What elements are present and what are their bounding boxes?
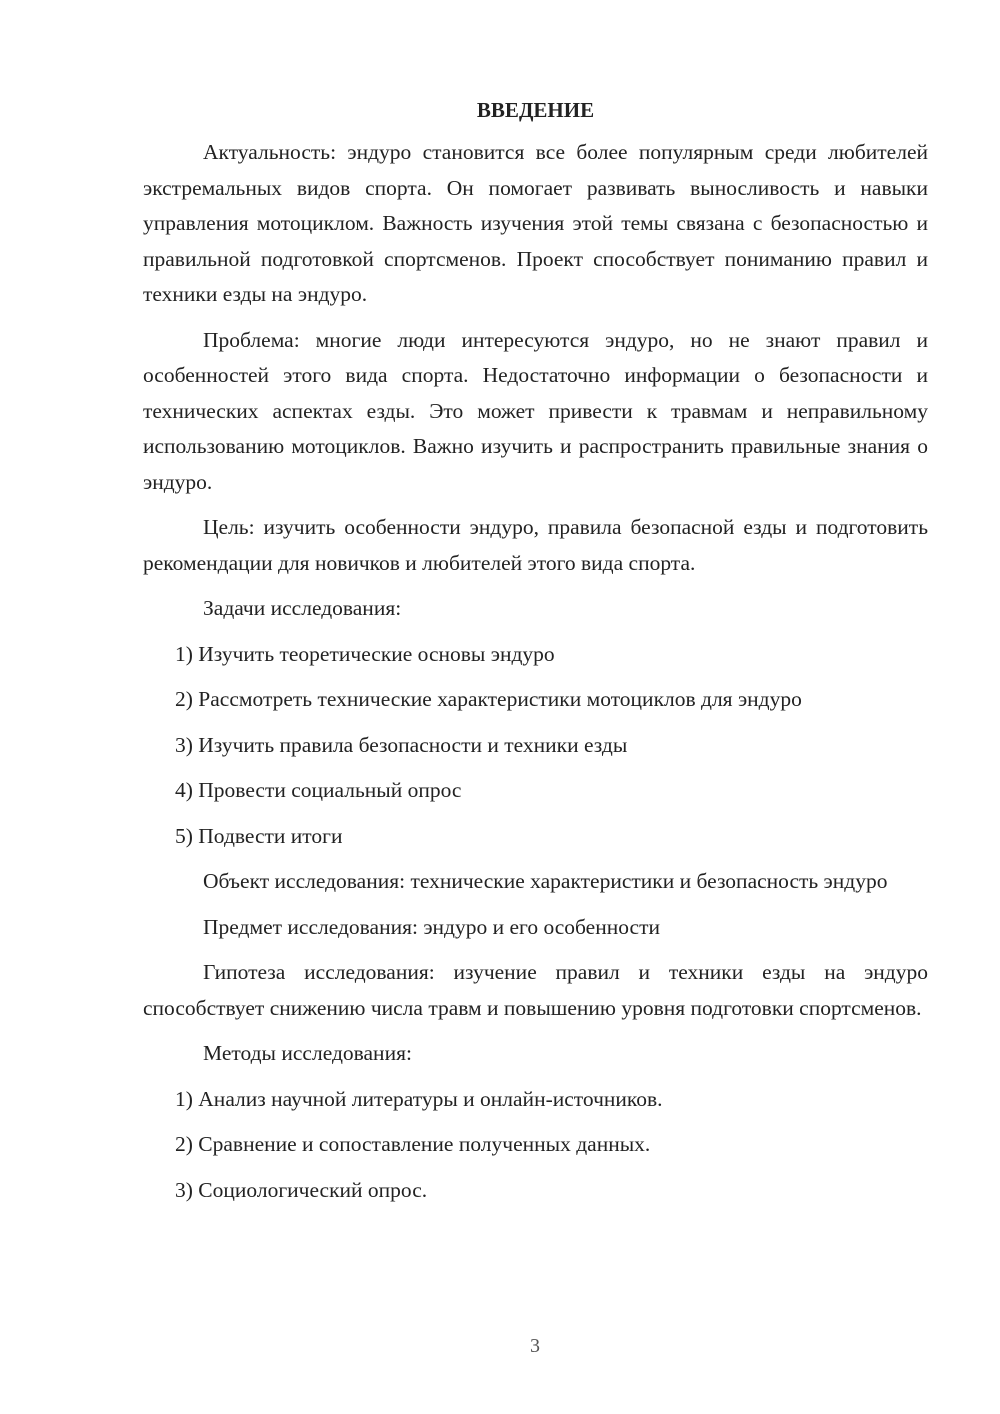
hypothesis-paragraph: Гипотеза исследования: изучение правил и техники езды на эндуро способствует снижению числа травм и повышению уровня подготовки спортсменов. xyxy=(143,960,928,1020)
page-title: ВВЕДЕНИЕ xyxy=(476,98,595,122)
task-item: 4) Провести социальный опрос xyxy=(175,778,462,802)
method-item: 3) Социологический опрос. xyxy=(175,1177,428,1202)
task-item: 2) Рассмотреть технические характеристики мотоциклов для эндуро xyxy=(175,687,802,711)
object-paragraph: Объект исследования: технические характеристики и безопасность эндуро xyxy=(203,869,888,893)
method-item: 1) Анализ научной литературы и онлайн-источников. xyxy=(175,1086,663,1111)
problem-paragraph: Проблема: многие люди интересуются эндуро, но не знают правил и особенностей этого вида спорта. Недостаточно информации о безопасности и технических аспектах езды. Это может привести к травмам и неправильному использованию мотоциклов. Важно изучить и распространить правильные знания о эндуро. xyxy=(143,327,928,494)
method-item: 2) Сравнение и сопоставление полученных данных. xyxy=(175,1132,651,1156)
subject-paragraph: Предмет исследования: эндуро и его особенности xyxy=(203,914,660,939)
methods-title: Методы исследования: xyxy=(203,1041,412,1065)
relevance-paragraph: Актуальность: эндуро становится все более популярным среди любителей экстремальных видов спорта. Он помогает развивать выносливость и навыки управления мотоциклом. Важность изучения этой темы связана с безопасностью и правильной подготовкой спортсменов. Проект способствует пониманию правил и техники езды на эндуро. xyxy=(143,140,928,306)
tasks-title: Задачи исследования: xyxy=(203,596,402,620)
page-content xyxy=(143,95,928,1218)
page-number: 3 xyxy=(530,1335,540,1357)
goal-paragraph: Цель: изучить особенности эндуро, правила безопасной езды и подготовить рекомендации для новичков и любителей этого вида спорта. xyxy=(143,515,928,575)
task-item: 1) Изучить теоретические основы эндуро xyxy=(175,641,555,666)
task-item: 5) Подвести итоги xyxy=(175,823,343,848)
task-item: 3) Изучить правила безопасности и техники езды xyxy=(175,732,628,757)
